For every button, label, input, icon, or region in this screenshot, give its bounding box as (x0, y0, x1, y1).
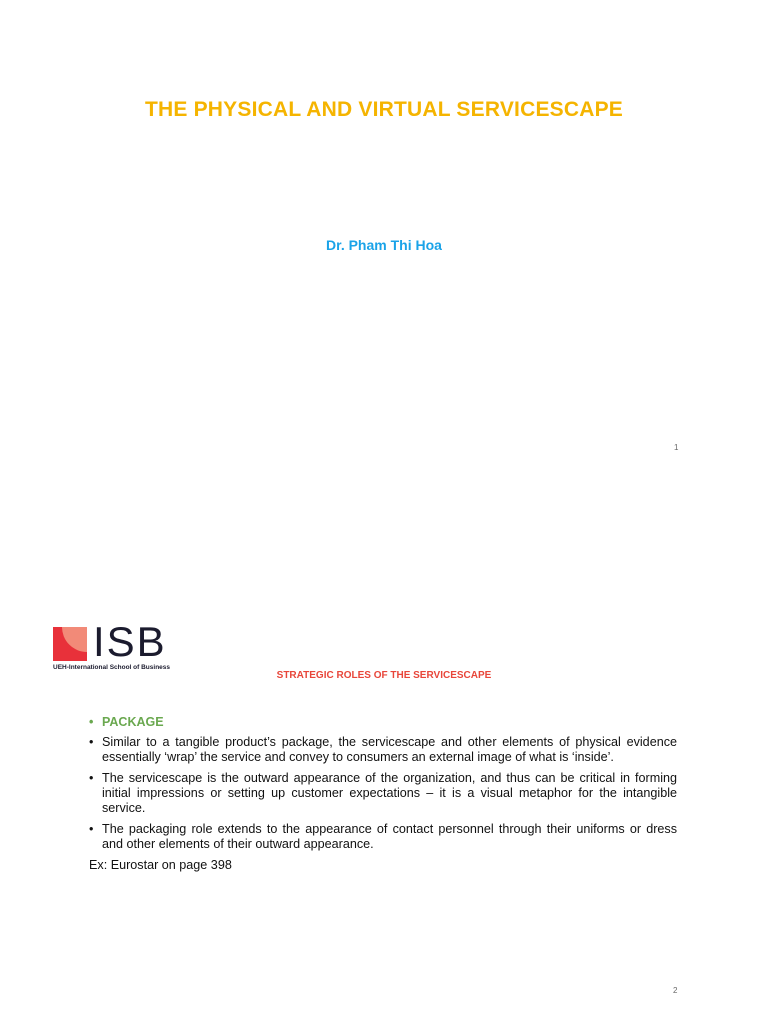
bullet-item: • Similar to a tangible product’s package, the servicescape and other elements of physical evidence essentially ‘wrap’ the service and convey to consumers an external image of what is ‘inside’. (89, 735, 677, 765)
author-name: Dr. Pham Thi Hoa (326, 237, 442, 253)
isb-logo-mark-icon (53, 627, 87, 661)
bullet-item: • The servicescape is the outward appearance of the organization, and thus can be critical in forming initial impressions or setting up customer expectations – it is a visual metaphor for the intangible service. (89, 771, 677, 816)
page-number: 2 (673, 986, 678, 995)
example-text: Ex: Eurostar on page 398 (89, 858, 232, 872)
section-title: STRATEGIC ROLES OF THE SERVICESCAPE (276, 670, 492, 681)
slide-title: THE PHYSICAL AND VIRTUAL SERVICESCAPE (144, 98, 624, 121)
logo-subtitle: UEH-International School of Business (53, 664, 171, 671)
slide-content (89, 715, 677, 873)
bullet-item: • The packaging role extends to the appearance of contact personnel through their uniforms or dress and other elements of their outward appearance. (89, 822, 677, 852)
slide-2 (0, 512, 768, 1024)
page-number: 1 (674, 443, 679, 452)
isb-logo (53, 618, 173, 675)
bullet-list (89, 735, 677, 852)
logo-text: ISB (93, 618, 167, 665)
bullet-heading: • PACKAGE (89, 715, 677, 729)
